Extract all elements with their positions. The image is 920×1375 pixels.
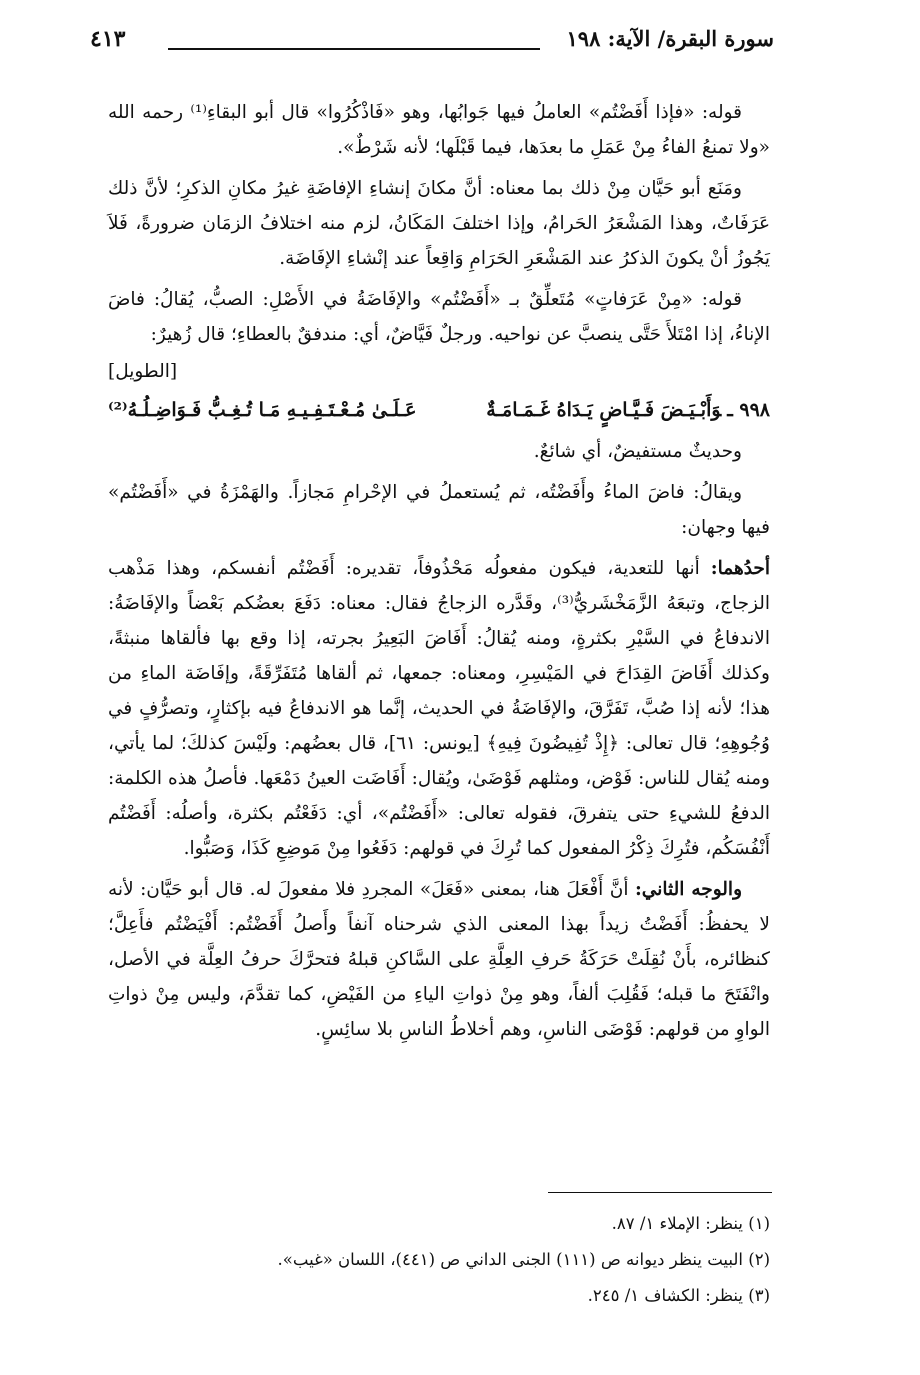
footnote-2: (٢) البيت ينظر ديوانه ص (١١١) الجنى الداني ص (٤٤١)، اللسان «غيب».	[277, 1250, 770, 1269]
poetic-meter: [الطويل]	[108, 361, 178, 382]
footnote-1: (١) ينظر: الإملاء ١/ ٨٧.	[611, 1214, 770, 1233]
paragraph-6	[108, 551, 770, 866]
footnote-3: (٣) ينظر: الكشاف ١/ ٢٤٥.	[587, 1286, 770, 1305]
paragraph-3: قوله: «مِنْ عَرَفاتٍ» مُتَعلِّقٌ بـ «أَفَضْتُم» والإفَاضَةُ في الأَصْلِ: الصبُّ، يُقالُ: فاضَ الإناءُ، إذا امْتَلأَ حَتَّى ينصبَّ عن نواحيه. ورجلٌ فَيَّاضٌ، أي: مندفقٌ بالعطاءِ؛ قال زُهيرٌ:	[108, 289, 770, 345]
verse-second-half: عَـلَـىٰ مُـعْـتَـفِـيـهِ مَـا تُـغِـبُّ فَـوَاضِـلُـهُ⁽²⁾	[108, 399, 417, 421]
footnote-separator	[548, 1192, 772, 1193]
verse-first-half: وَأَبْـيَـضَ فَـيَّـاضٍ يَـدَاهُ غَـمَـامَـةٌ	[486, 399, 722, 421]
header-rule	[168, 48, 540, 50]
page-number: ٤١٣	[90, 26, 126, 52]
page-header	[90, 26, 774, 60]
second-view-text: أنَّ أَفْعَلَ هنا، بمعنى «فَعَلَ» المجردِ فلا مفعولَ له. قال أبو حَيَّان: لأنه لا يحفظُ: أَفَضْتُ زيداً بهذا المعنى الذي شرحناه آنفاً وأَصلُ أَفَضْتُم: أَفْيَضْتُم فأَعِلَّ؛ كنظائره، بأَنْ نُقِلَتْ حَرَكَةُ حَرفِ العِلَّةِ على السَّاكنِ قبلهُ فتحرَّكَ حرفُ العِلَّة في الأصل، وانْفَتَحَ ما قبله؛ فَقُلِبَ ألفاً، وهو مِنْ ذواتِ الياءِ من الفَيْضِ، كما تقدَّمَ، وليس مِنْ ذواتِ الواوِ من قولهم: فَوْضَى الناسِ، وهم أخلاطُ الناسِ بلا سائِسٍ.	[108, 879, 770, 1040]
first-view-text: أنها للتعدية، فيكون مفعولُه مَحْذُوفاً، تقديره: أَفَضْتُم أنفسكم، وهذا مَذْهب الزجاج، وتبعَهُ الزَّمَخْشَريُّ⁽³⁾، وقَدَّره الزجاجُ فقال: معناه: دَفَعَ بعضُكم بَعْضاً والإفَاضَةُ: الاندفاعُ في السَّيْرِ بكثرةٍ، ومنه يُقالُ: أَفَاضَ البَعِيرُ بجرته، إذا وقع بها فألقاها منبثةً، وكذلك أَفَاضَ القِدَاحَ في المَيْسِرِ، ومعناه: جمعها، ثم ألقاها مُتَفَرِّقَةً، وإفَاضَة الماءِ من هذا؛ لأنه إذا صُبَّ، تَفَرَّقَ، والإفَاضَةُ في الحديث، إنَّما هو الاندفاعُ فيه بإكثارٍ، وتصرُّفٍ في وُجُوهِهِ؛ قال تعالى: ﴿إِذْ تُفِيضُونَ فِيهِ﴾ [يونس: ٦١]، قال بعضُهم: ولَيْسَ كذلكَ؛ لما يأتي، ومنه يُقال للناس: فَوْض، ومثلهم فَوْضَىٰ، ويُقال: أَفَاضَت العينُ دَمْعَها. فأصلُ هذه الكلمة: الدفعُ للشيءِ حتى يتفرقَ، فقوله تعالى: «أَفَضْتُم»، أي: دَفَعْتُم بكثرة، وأصلُه: أَفَضْتُم أَنْفُسَكُم، فتُرِكَ ذِكْرُ المفعول كما تُرِكَ في قولهم: دَفَعُوا مِنْ مَوضِعِ كَذَا، وَصَبُّوا.	[108, 558, 770, 859]
paragraph-5: ويقالُ: فاضَ الماءُ وأَفَضْتُه، ثم يُستعملُ في الإحْرامِ مَجازاً. والهَمْزَةُ في «أَفَضْتُم» فيها وجهان:	[108, 482, 770, 538]
poetry-verse	[108, 393, 770, 428]
verse-first-line	[486, 393, 770, 428]
footnotes	[108, 1206, 770, 1314]
paragraph-1: قوله: «فإذا أَفَضْتُم» العاملُ فيها جَوابُها، وهو «فَاذْكُرُوا» قال أبو البقاءِ⁽¹⁾ رحمه الله «ولا تمنعُ الفاءُ مِنْ عَمَلِ ما بعدَها، فيما قَبْلَها؛ لأنه شَرْطٌ».	[108, 102, 770, 158]
main-text	[108, 95, 770, 1053]
first-view-label: أحدُهما:	[710, 558, 770, 579]
paragraph-4: وحديثٌ مستفيضٌ، أي شائعٌ.	[533, 441, 742, 462]
second-view-label: والوجه الثاني:	[634, 879, 743, 900]
paragraph-7	[108, 872, 770, 1047]
running-title: سورة البقرة/ الآية: ١٩٨	[566, 26, 774, 51]
verse-number: ٩٩٨ ـ	[727, 399, 770, 421]
paragraph-2: ومَنَع أبو حَيَّان مِنْ ذلك بما معناه: أنَّ مكانَ إنشاءِ الإفاضَةِ غيرُ مكانِ الذكرِ؛ لأنَّ ذلك عَرَفَاتٌ، وهذا المَشْعَرُ الحَرامُ، وإذا اختلفَ المَكَانُ، لزم منه اختلافُ الزمَان ضرورةً، فَلاَ يَجُوزُ أنْ يكونَ الذكرُ عند المَشْعَرِ الحَرَامِ وَاقِعاً عند إنْشاءِ الإفَاضَة.	[108, 178, 770, 269]
